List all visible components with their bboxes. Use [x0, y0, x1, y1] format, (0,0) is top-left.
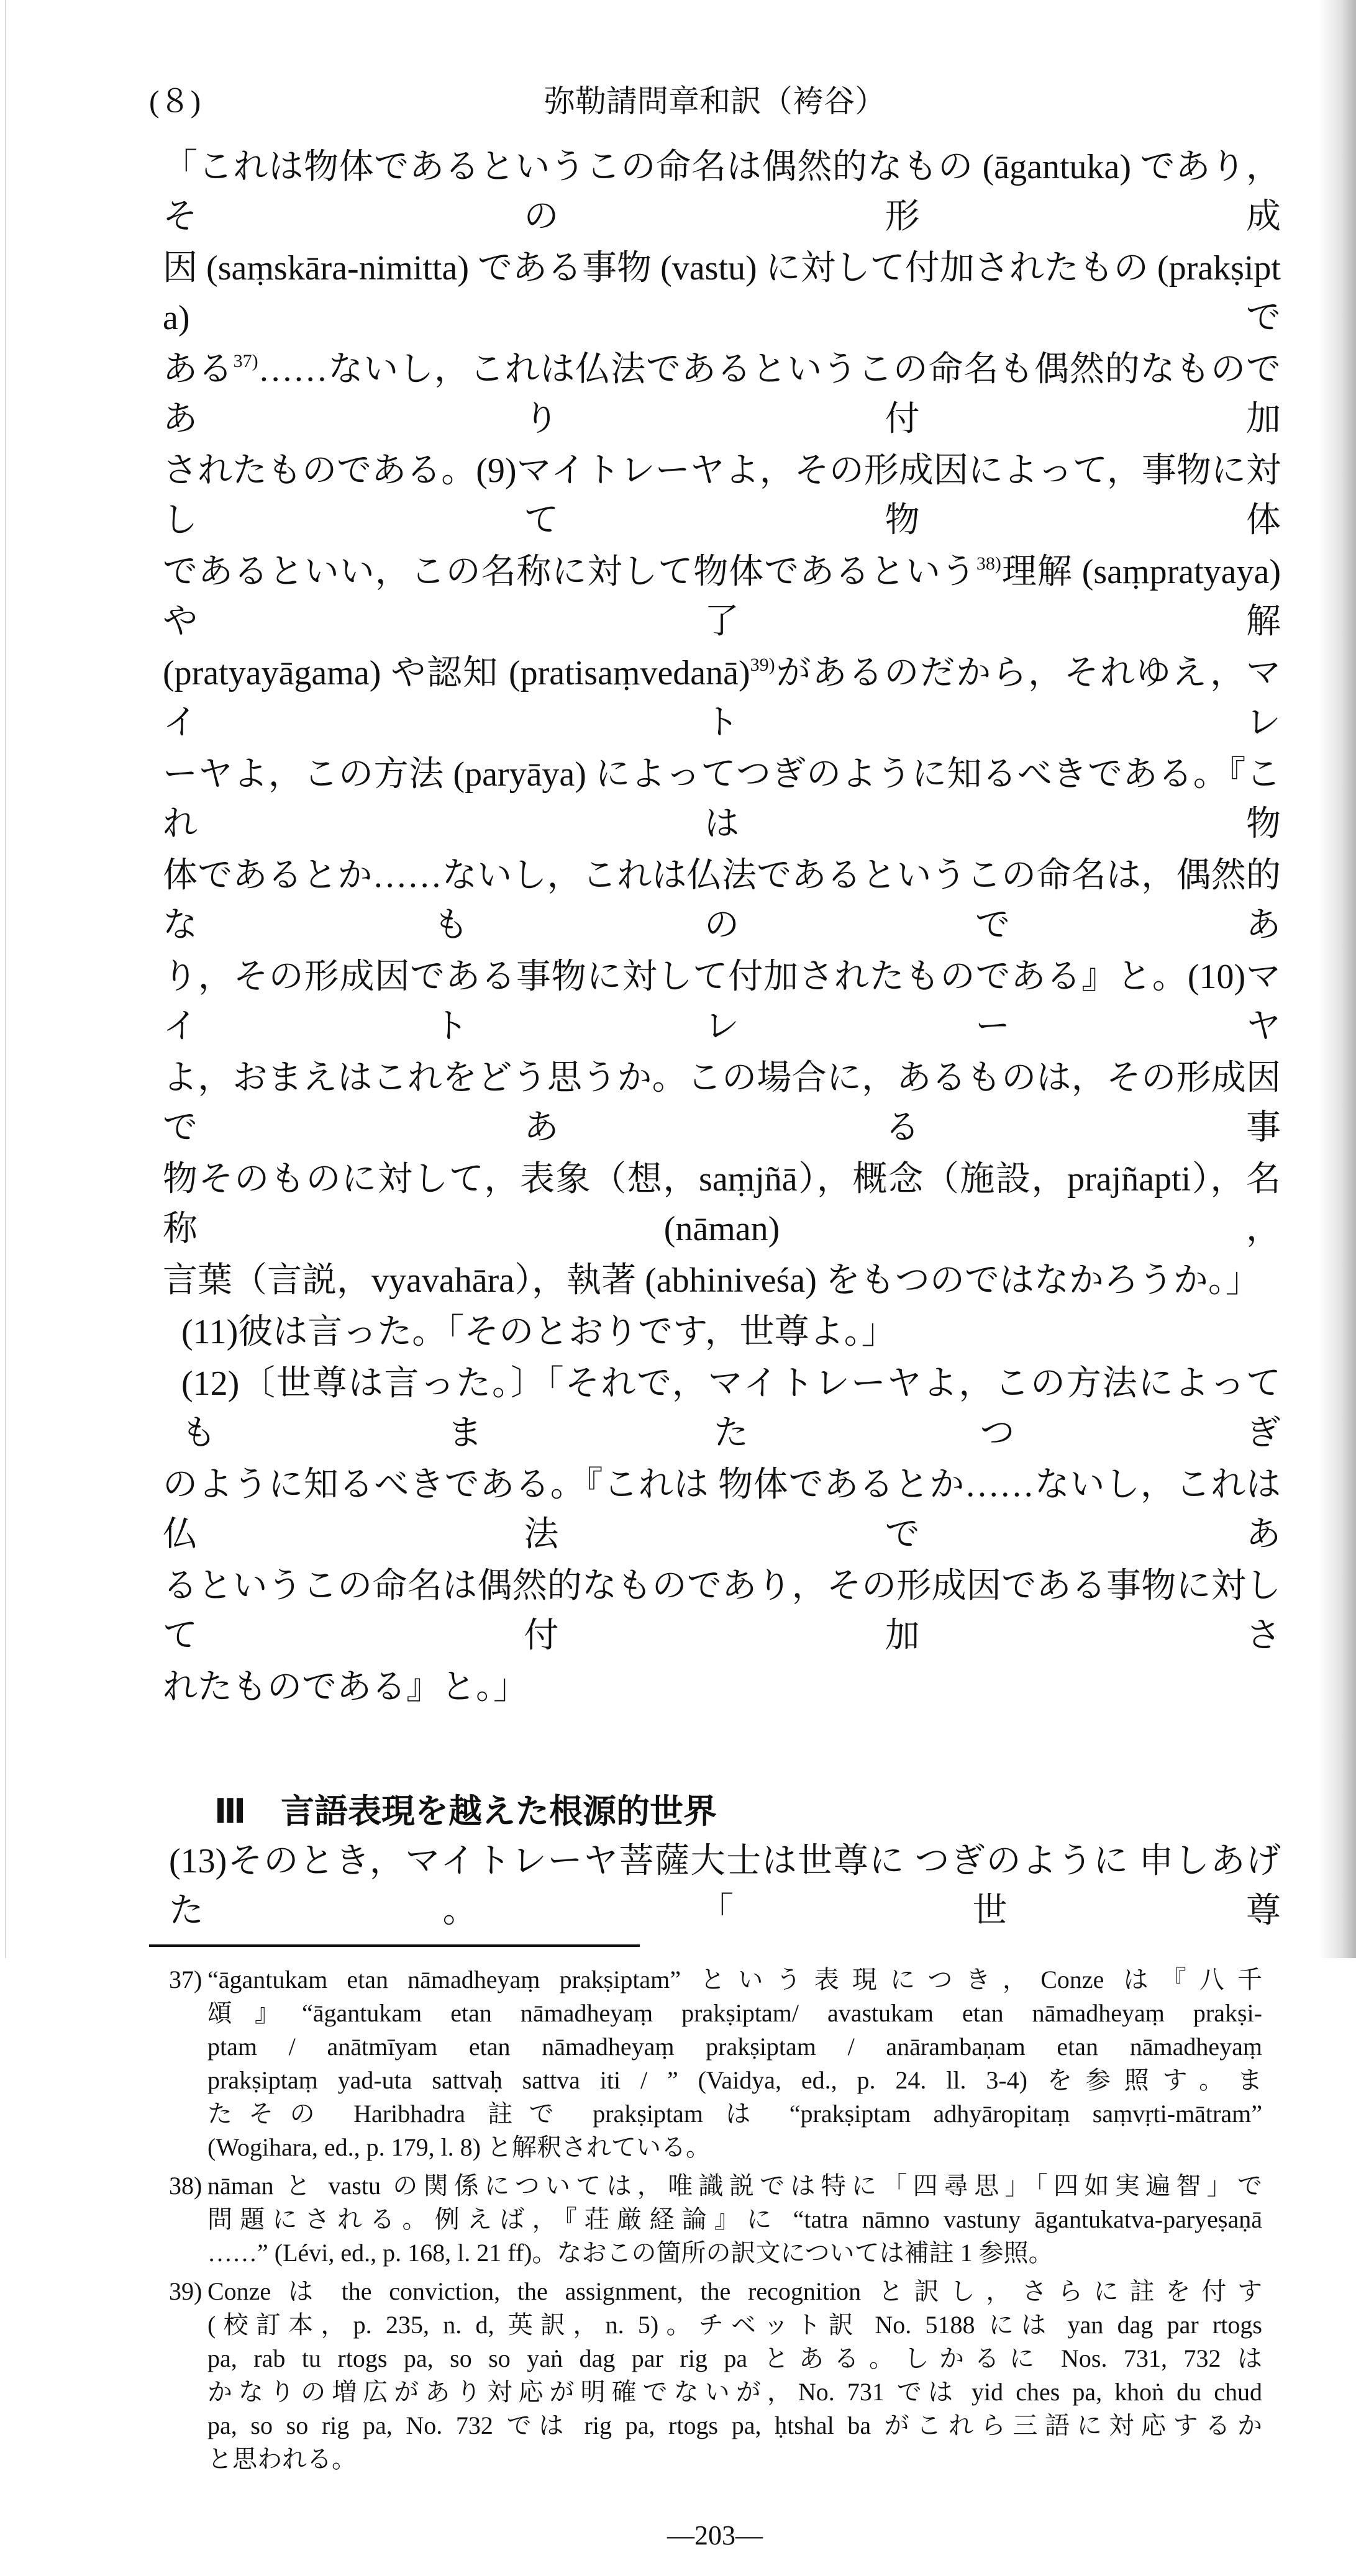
text-run: 物そのものに対して，表象（想，saṃjñā），概念（施設，prajñapti），名称(nāman)， — [163, 1160, 1281, 1248]
text-run: であるといい，この名称に対して物体であるという — [163, 553, 976, 591]
text-run: れたものである』と。」 — [163, 1668, 528, 1707]
text-run: るというこの命名は偶然的なものであり，その形成因である事物に対して付加さ — [163, 1567, 1281, 1655]
footnote-line: と思われる。 — [207, 2445, 357, 2473]
footnote-line: nāman と vastu の関係については，唯識説では特に「四尋思」「四如実遍智」で — [207, 2172, 1262, 2200]
footnote — [169, 2275, 1262, 2476]
paragraph-line — [163, 1307, 1281, 1357]
text-run: り，その形成因である事物に対して付加されたものである』と。(10)マイトレーヤ — [163, 958, 1281, 1046]
footnote-line: “āgantukam etan nāmadheyaṃ prakṣiptam” という表現につき，Conze は『八千 — [207, 1966, 1262, 1993]
footnote-line: たその Haribhadra 註で prakṣiptam は “prakṣiptam adhyāropitaṃ saṃvṛti-mātram” — [207, 2100, 1262, 2128]
text-run: (12)〔世尊は言った。〕「それで，マイトレーヤよ，この方法によってもまたつぎ — [181, 1364, 1281, 1453]
text-run: されたものである。(9)マイトレーヤよ，その形成因によって，事物に対して物体 — [163, 451, 1281, 540]
page-column — [149, 0, 1281, 2576]
paragraph-line — [163, 750, 1281, 849]
paragraph-line — [163, 1662, 1281, 1712]
scan-edge-shadow — [1319, 0, 1356, 1958]
footnote-line: pa, rab tu rtogs pa, so so yaṅ dag par rig pa とある。しかるに Nos. 731, 732 は — [207, 2344, 1262, 2372]
footnote-ref: 39) — [750, 655, 775, 675]
footnote-ref: 38) — [976, 553, 1001, 574]
footnote-number: 38) — [169, 2172, 202, 2200]
footnote-line: 頌』“āgantukam etan nāmadheyaṃ prakṣiptam/ avastukam etan nāmadheyaṃ prakṣi- — [207, 1999, 1262, 2027]
paragraph-line — [163, 446, 1281, 545]
footnotes — [149, 1963, 1281, 2476]
paragraph-line — [163, 243, 1281, 343]
text-run: があるのだから，それゆえ，マイトレ — [163, 654, 1281, 742]
text-run: ……ないし，これは仏法であるというこの命名も偶然的なものであり付加 — [163, 350, 1281, 438]
paragraph-line — [163, 1154, 1281, 1254]
paragraph-line — [163, 648, 1281, 748]
page-label: (８) — [149, 84, 201, 119]
paragraph-line — [163, 1359, 1281, 1458]
text-run: ーヤよ，この方法 (paryāya) によってつぎのように知るべきである。『これは物 — [163, 755, 1281, 843]
running-title: 弥勒請問章和訳（袴谷） — [544, 84, 886, 119]
text-run: 理解 (saṃpratyaya) や了解 — [163, 553, 1281, 641]
footnote-line: ……” (Lévi, ed., p. 168, l. 21 ff)。なおこの箇所の訳文については補註 1 参照。 — [207, 2239, 1053, 2267]
page-header — [149, 79, 1281, 123]
text-run: よ，おまえはこれをどう思うか。この場合に，あるものは，その形成因である事 — [163, 1059, 1281, 1147]
footnote-ref: 37) — [233, 351, 258, 371]
section-title: 言語表現を越えた根源的世界 — [281, 1792, 717, 1831]
footnote-line: prakṣiptaṃ yad-uta sattvaḥ sattva iti / ” (Vaidya, ed., p. 24. ll. 3-4) を参照す。ま — [207, 2066, 1262, 2094]
footnote — [169, 2169, 1262, 2270]
paragraph-line — [163, 142, 1281, 242]
paragraph-line: (13)そのとき，マイトレーヤ菩薩大士は世尊に つぎのように 申しあげた。「世尊 — [169, 1842, 1281, 1930]
footnote-line: 問題にされる。例えば，『荘厳経論』に “tatra nāmno vastuny āgantukatva-paryeṣaṇā — [207, 2205, 1262, 2233]
section-heading — [149, 1787, 1281, 1836]
text-run: (pratyayāgama) や認知 (pratisaṃvedanā) — [163, 654, 750, 692]
text-run: 「これは物体であるというこの命名は偶然的なもの (āgantuka) であり，その形成 — [163, 148, 1281, 236]
footnote-line: ptam / anātmīyam etan nāmadheyaṃ prakṣiptam / anārambaṇam etan nāmadheyaṃ — [207, 2033, 1262, 2061]
text-run: ある — [163, 350, 234, 389]
footnote-line: Conze は the conviction, the assignment, the recognition と訳し，さらに註を付す — [207, 2277, 1262, 2305]
text-run: のように知るべきである。『これは 物体であるとか……ないし，これは仏法であ — [163, 1466, 1281, 1554]
paragraph-line — [163, 1256, 1281, 1305]
footnote-divider — [149, 1944, 640, 1947]
main-text — [149, 142, 1281, 1712]
paragraph-line — [163, 1460, 1281, 1559]
paragraph-line — [163, 952, 1281, 1051]
footnote-number: 39) — [169, 2277, 202, 2305]
paragraph-line — [163, 345, 1281, 444]
page-number: —203— — [667, 2520, 763, 2551]
text-run: (11)彼は言った。「そのとおりです，世尊よ。」 — [181, 1313, 896, 1351]
text-run: 体であるとか……ないし，これは仏法であるというこの命名は，偶然的なものであ — [163, 856, 1281, 945]
text-run: 言葉（言説，vyavahāra），執著 (abhiniveśa) をもつのではなかろうか。」 — [163, 1261, 1260, 1300]
text-run: 因 (saṃskāra-nimitta) である事物 (vastu) に対して付加されたもの (prakṣipta) で — [163, 249, 1281, 337]
paragraph-line — [163, 547, 1281, 646]
paragraph-line — [163, 1053, 1281, 1153]
scan-edge-left — [5, 0, 6, 1958]
paragraph-line — [163, 851, 1281, 950]
footnote-line: かなりの増広があり対応が明確でないが，No. 731 では yid ches pa, khoṅ du chud — [207, 2378, 1262, 2406]
footnote-line: (校訂本，p. 235, n. d, 英訳，n. 5)。チベット訳 No. 5188 には yan dag par rtogs — [207, 2311, 1262, 2339]
footnote — [169, 1963, 1262, 2164]
section-number: Ⅲ — [214, 1792, 247, 1831]
footnote-line: pa, so so rig pa, No. 732 では rig pa, rtogs pa, ḥtshal ba がこれら三語に対応するか — [207, 2411, 1262, 2439]
paragraph-line — [163, 1561, 1281, 1661]
footnote-number: 37) — [169, 1966, 202, 1993]
footnote-line: (Wogihara, ed., p. 179, l. 8) と解釈されている。 — [207, 2133, 711, 2161]
